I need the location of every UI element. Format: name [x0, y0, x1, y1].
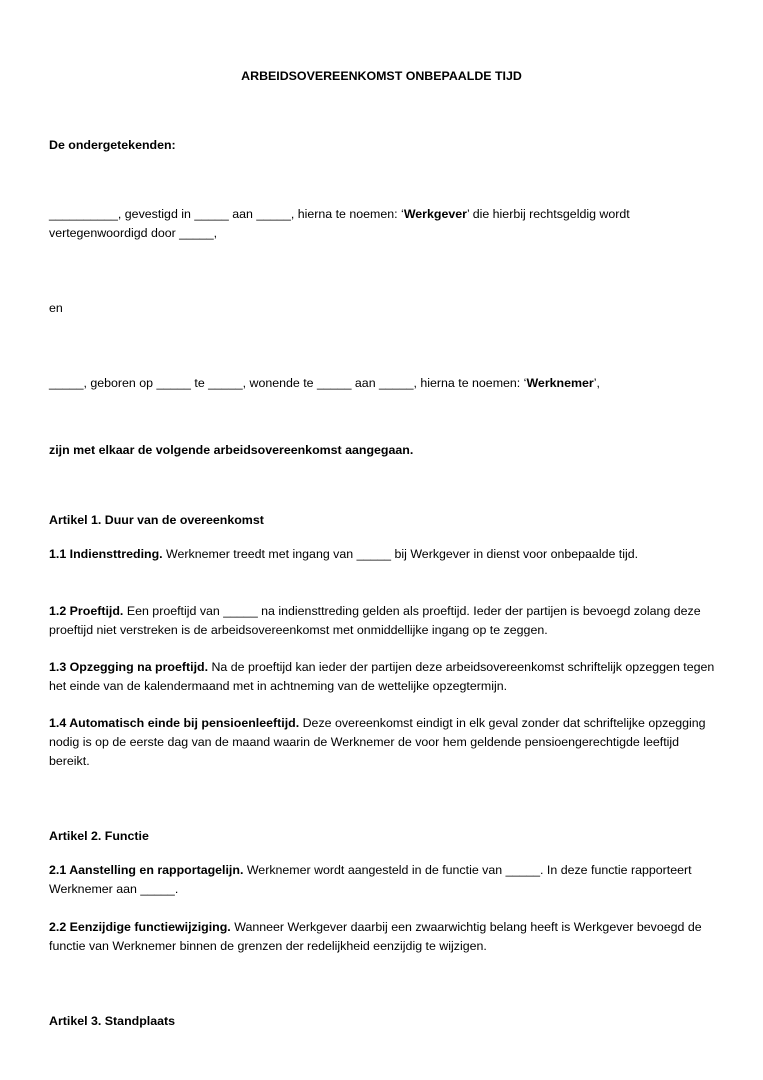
clause-1-3-title: 1.3 Opzegging na proeftijd.	[49, 660, 209, 674]
clause-1-2	[49, 602, 721, 640]
clause-1-1-title: 1.1 Indiensttreding.	[49, 547, 163, 561]
clause-1-1	[49, 545, 721, 564]
party-employer	[49, 205, 721, 243]
party-employee-label: Werknemer	[526, 376, 594, 390]
clause-2-1	[49, 861, 721, 899]
party-employer-text-start: __________, gevestigd in _____ aan _____, hierna te noemen: ‘	[49, 207, 404, 221]
agreement-statement: zijn met elkaar de volgende arbeidsovereenkomst aangegaan.	[49, 443, 414, 457]
clause-1-4-text: Deze overeenkomst eindigt in elk geval zonder dat schriftelijke opzegging nodig is op de eerste dag van de maand waarin de Werknemer de voor hem geldende pensioengerechtigde leeftijd bereikt.	[49, 716, 706, 768]
clause-2-2-text: Wanneer Werkgever daarbij een zwaarwichtig belang heeft is Werkgever bevoegd de functie van Werknemer binnen de grenzen der redelijkheid eenzijdig te wijzigen.	[49, 920, 702, 953]
clause-2-1-title: 2.1 Aanstelling en rapportagelijn.	[49, 863, 244, 877]
clause-1-3-text: Na de proeftijd kan ieder der partijen deze arbeidsovereenkomst schriftelijk opzeggen tegen het einde van de kalendermaand met in achtneming van de wettelijke opzegtermijn.	[49, 660, 715, 693]
conjunction: en	[49, 301, 63, 315]
article-1-heading: Artikel 1. Duur van de overeenkomst	[49, 513, 264, 527]
party-employee-text-end: ’,	[593, 376, 600, 390]
clause-1-4	[49, 714, 721, 771]
clause-1-2-text: Een proeftijd van _____ na indiensttreding gelden als proeftijd. Ieder der partijen is bevoegd zolang deze proeftijd niet verstreken is de arbeidsovereenkomst met onmiddellijke ingang op te zeggen.	[49, 604, 701, 637]
clause-2-2-title: 2.2 Eenzijdige functiewijziging.	[49, 920, 231, 934]
party-employer-text-end: ’ die hierbij rechtsgeldig wordt vertegenwoordigd door _____,	[49, 207, 630, 240]
article-2-heading: Artikel 2. Functie	[49, 829, 149, 843]
clause-1-1-text: Werknemer treedt met ingang van _____ bij Werkgever in dienst voor onbepaalde tijd.	[162, 547, 639, 561]
party-employer-label: Werkgever	[403, 207, 467, 221]
document-title: ARBEIDSOVEREENKOMST ONBEPAALDE TIJD	[241, 69, 522, 83]
clause-1-2-title: 1.2 Proeftijd.	[49, 604, 124, 618]
article-3-heading: Artikel 3. Standplaats	[49, 1014, 176, 1028]
party-employee-text-start: _____, geboren op _____ te _____, wonende te _____ aan _____, hierna te noemen: ‘	[49, 376, 527, 390]
clause-2-1-text: Werknemer wordt aangesteld in de functie van _____. In deze functie rapporteert Werknemer aan _____.	[49, 863, 692, 896]
clause-1-4-title: 1.4 Automatisch einde bij pensioenleeftijd.	[49, 716, 300, 730]
party-employee	[49, 374, 721, 393]
intro-heading: De ondergetekenden:	[49, 138, 176, 152]
clause-1-3	[49, 658, 721, 696]
clause-2-2	[49, 918, 721, 956]
